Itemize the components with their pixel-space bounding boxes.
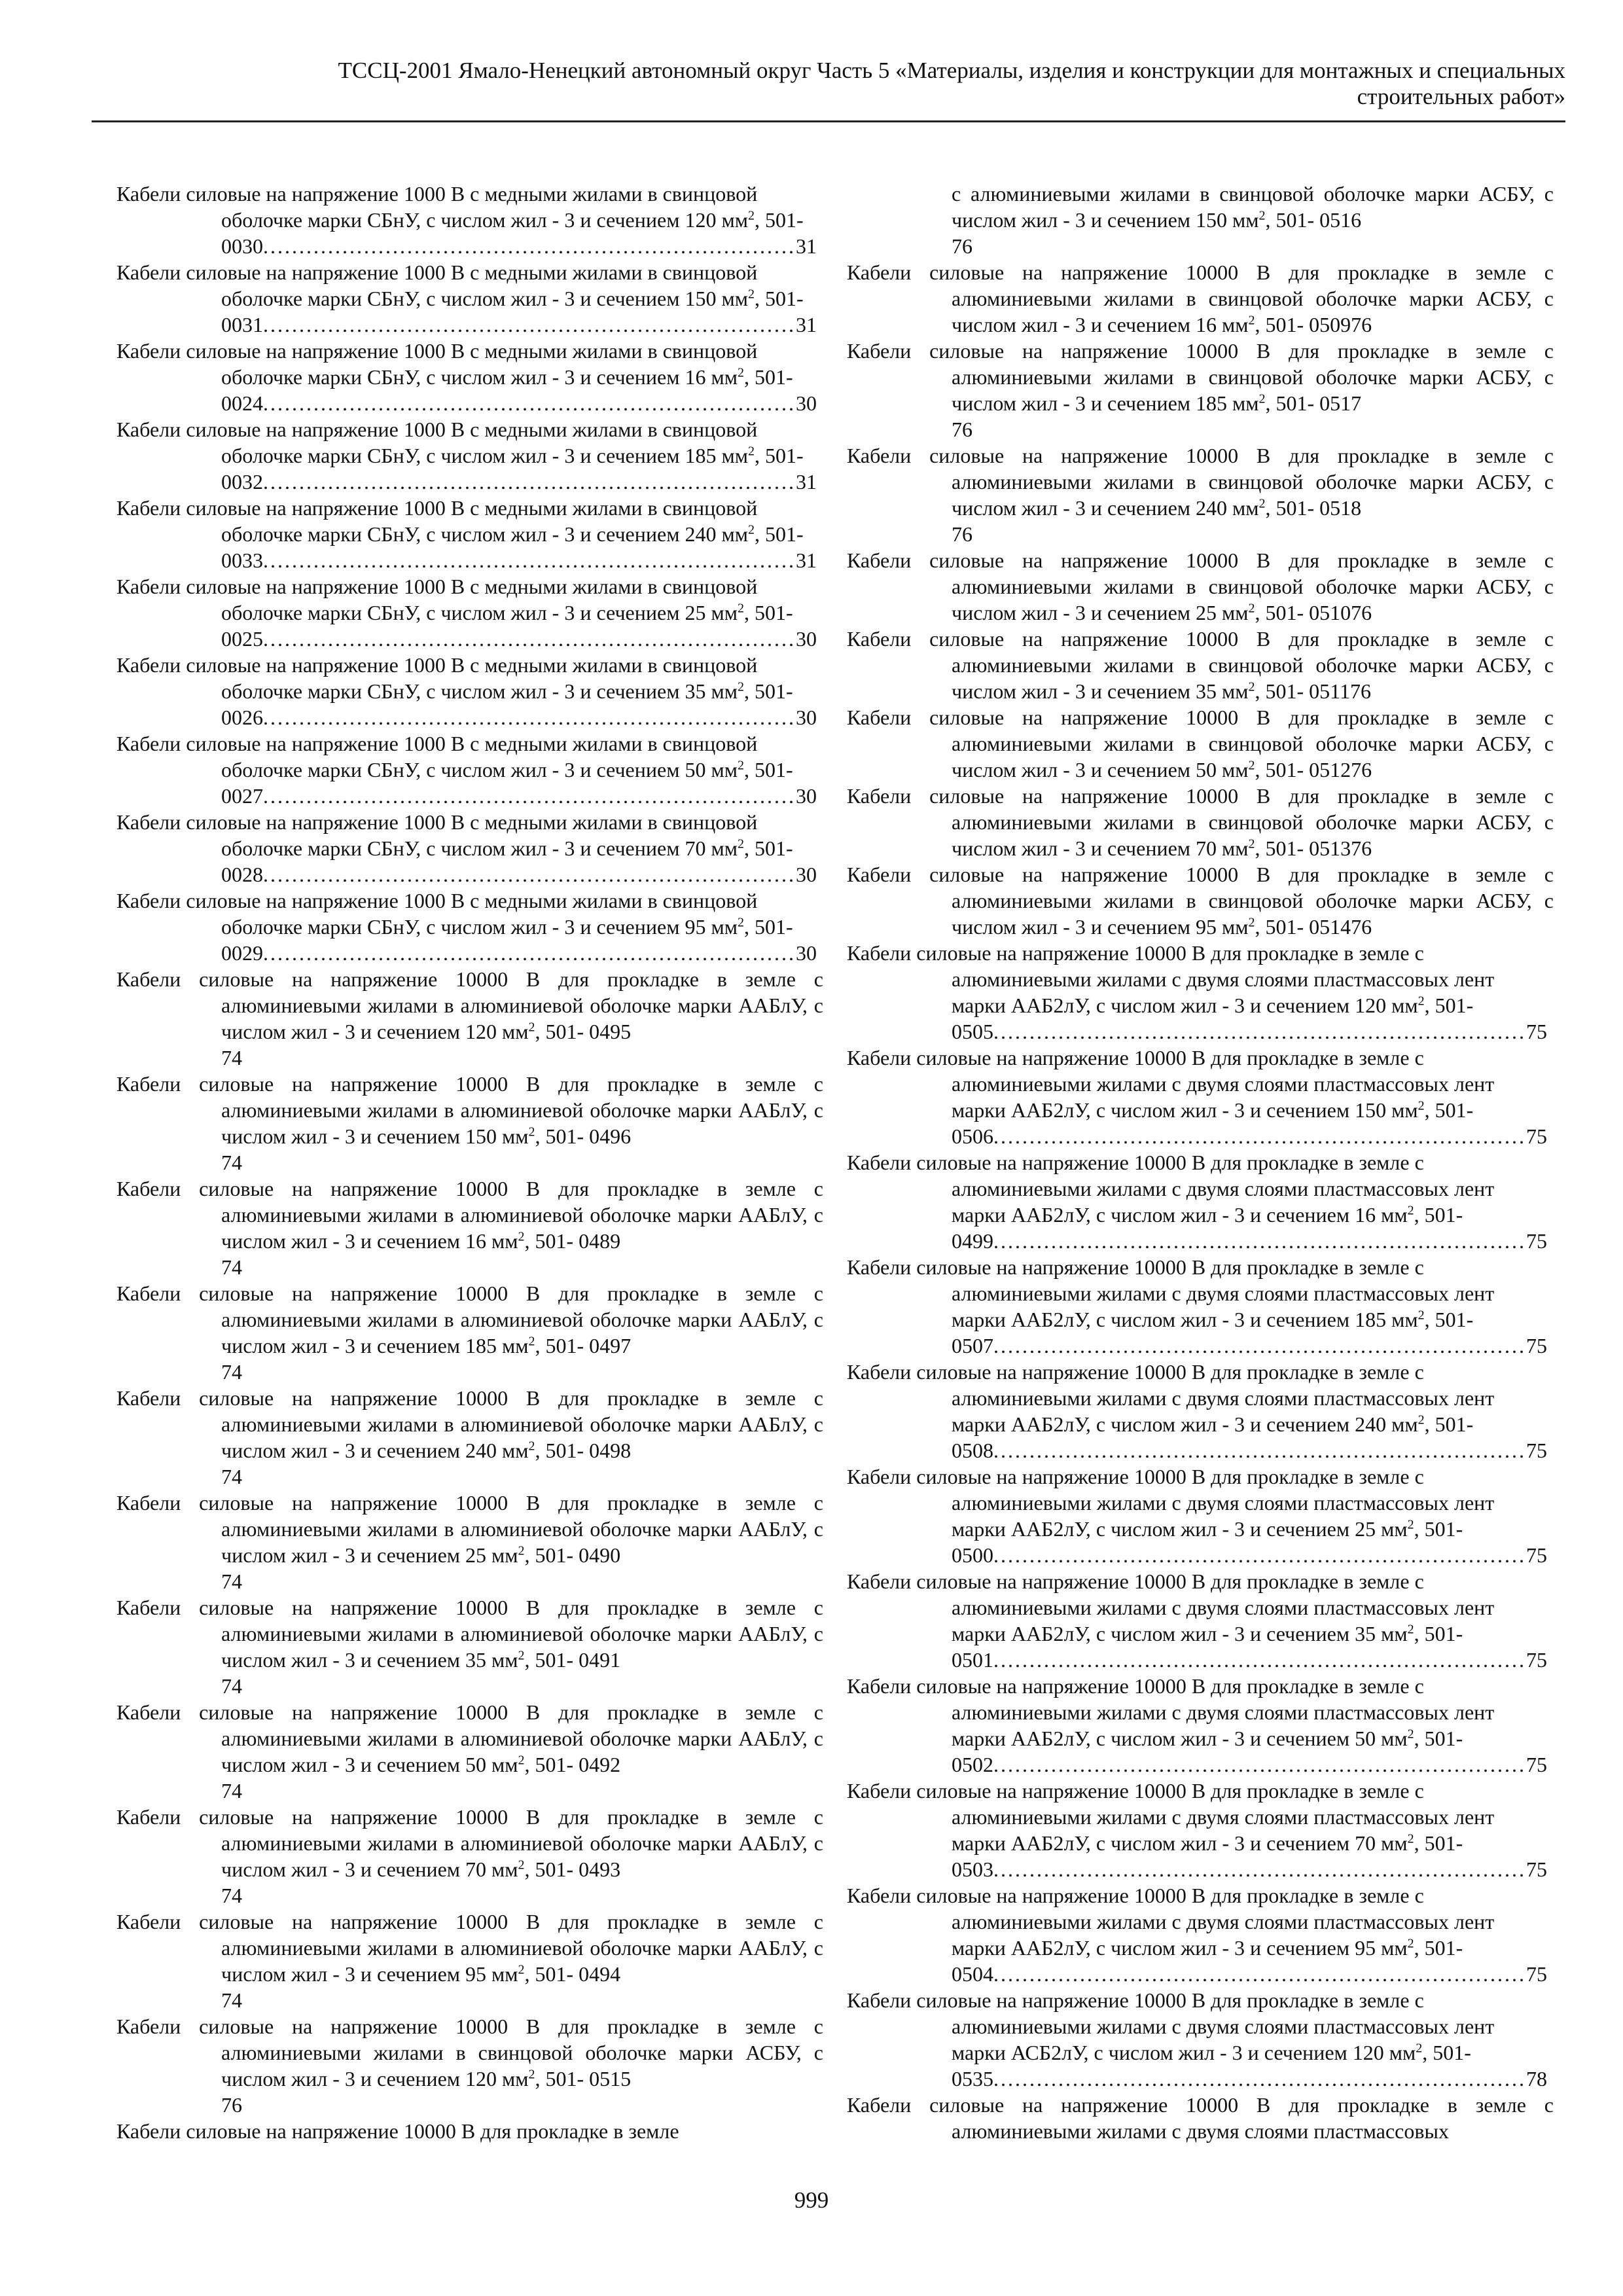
leader-dots: .......................................................................... (993, 1020, 1526, 1043)
unit-superscript: 2 (1248, 915, 1255, 930)
leader-dots: .......................................................................... (993, 1439, 1526, 1462)
unit-superscript: 2 (1258, 208, 1266, 223)
unit-superscript: 2 (1407, 1622, 1414, 1637)
index-entry: Кабели силовые на напряжение 10000 В для прокладке в земле с алюминиевыми жилами в алюминиевой оболочке марки ААБлУ, с числом жил - 3 и сечением 25 $мм^2$, 501- 0490 74 (116, 1491, 823, 1593)
unit-superscript: 2 (518, 1857, 525, 1873)
index-entry: Кабели силовые на напряжение 10000 В для прокладке в земле с алюминиевыми жилами в алюминиевой оболочке марки ААБлУ, с числом жил - 3 и сечением 70 $мм^2$, 501- 0493 74 (116, 1805, 823, 1907)
entry-code: 501- 0031 (221, 287, 804, 336)
index-entry: Кабели силовые на напряжение 1000 В с медными жилами в свинцовой оболочке марки СБнУ, с числом жил - 3 и сечением 50 $мм^2$, 501- 0027..........................................................................30 (116, 732, 817, 808)
unit-superscript: 2 (1407, 1936, 1414, 1951)
entry-text: Кабели силовые на напряжение 10000 В для прокладке в земле с алюминиевыми жилами с двумя слоями пластмассовых лент марки ААБ2лУ, с числом жил - 3 и сечением 35 мм (847, 1570, 1495, 1645)
entry-code: 501- 0496 (545, 1124, 632, 1148)
header-line-2: строительных работ» (1357, 84, 1565, 109)
entry-code: 501- 0510 (1265, 601, 1351, 624)
entry-text: Кабели силовые на напряжение 10000 В для прокладке в земле с алюминиевыми жилами в свинцовой оболочке марки АСБУ, с числом жил - 3 и сечением 70 мм (847, 784, 1554, 860)
entry-text: Кабели силовые на напряжение 1000 В с медными жилами в свинцовой оболочке марки СБнУ, с числом жил - 3 и сечением 240 мм (116, 496, 758, 546)
entry-page: 78 (1526, 2067, 1547, 2090)
index-entry: Кабели силовые на напряжение 10000 В для прокладке в земле с алюминиевыми жилами в свинцовой оболочке марки АСБУ, с числом жил - 3 и сечением 16 $мм^2$, 501- 050976 (847, 260, 1554, 336)
unit-superscript: 2 (1248, 758, 1255, 773)
page-number: 999 (794, 2187, 829, 2213)
unit-superscript: 2 (1418, 1412, 1425, 1427)
entry-page: 30 (796, 706, 817, 729)
leader-dots: .......................................................................... (993, 1648, 1526, 1672)
unit-superscript: 2 (1248, 601, 1255, 616)
entry-code: 501- 0489 (535, 1229, 621, 1253)
unit-superscript: 2 (1407, 1517, 1414, 1532)
entry-text: Кабели силовые на напряжение 1000 В с медными жилами в свинцовой оболочке марки СБнУ, с числом жил - 3 и сечением 95 мм (116, 889, 758, 939)
entry-code: 501- 0504 (952, 1936, 1463, 1986)
entry-code: 501- 0507 (952, 1308, 1474, 1357)
leader-dots: .......................................................................... (263, 784, 796, 808)
entry-code: 501- 0497 (545, 1334, 632, 1357)
entry-page: 76 (1349, 679, 1371, 703)
entry-code: 501- 0032 (221, 444, 804, 493)
entry-page: 31 (796, 470, 817, 493)
entry-page: 74 (221, 1884, 242, 1907)
entry-code: 501- 0499 (952, 1203, 1463, 1253)
entry-page: 75 (1526, 1543, 1547, 1567)
index-entry: Кабели силовые на напряжение 10000 В для прокладке в земле с алюминиевыми жилами с двумя слоями пластмассовых лент марки ААБ2лУ, с числом жил - 3 и сечением 95 $мм^2$, 501- 0504..........................................................................75 (847, 1884, 1547, 1986)
index-entry: Кабели силовые на напряжение 10000 В для прокладке в земле с алюминиевыми жилами в свинцовой оболочке марки АСБУ, с числом жил - 3 и сечением 25 $мм^2$, 501- 051076 (847, 548, 1554, 624)
entry-code: 501- 0490 (535, 1543, 621, 1567)
unit-superscript: 2 (518, 1753, 525, 1768)
index-entry: Кабели силовые на напряжение 1000 В с медными жилами в свинцовой оболочке марки СБнУ, с числом жил - 3 и сечением 16 $мм^2$, 501- 0024..........................................................................30 (116, 339, 817, 415)
index-entry (847, 2092, 1554, 2144)
entry-code: 501- 0501 (952, 1622, 1463, 1672)
entry-text: Кабели силовые на напряжение 10000 В для прокладке в земле с алюминиевыми жилами в свинцовой оболочке марки АСБУ, с числом жил - 3 и сечением 50 мм (847, 706, 1554, 781)
entry-code: 501- 0029 (221, 915, 793, 965)
entry-text: Кабели силовые на напряжение 10000 В для прокладке в земле с алюминиевыми жилами с двумя слоями пластмассовых лент марки ААБ2лУ, с числом жил - 3 и сечением 240 мм (847, 1360, 1495, 1436)
entry-text: Кабели силовые на напряжение 1000 В с медными жилами в свинцовой оболочке марки СБнУ, с числом жил - 3 и сечением 50 мм (116, 732, 758, 781)
leader-dots: .......................................................................... (993, 1543, 1526, 1567)
entry-text: Кабели силовые на напряжение 10000 В для прокладке в земле с алюминиевыми жилами с двумя слоями пластмассовых лент марки ААБ2лУ, с числом жил - 3 и сечением 95 мм (847, 1884, 1495, 1960)
entry-text: Кабели силовые на напряжение 1000 В с медными жилами в свинцовой оболочке марки СБнУ, с числом жил - 3 и сечением 16 мм (116, 339, 758, 389)
entry-page: 75 (1526, 1334, 1547, 1357)
leader-dots: .......................................................................... (263, 941, 796, 965)
entry-code: 501- 0514 (1265, 915, 1351, 939)
leader-dots: .......................................................................... (263, 548, 796, 572)
entry-text: Кабели силовые на напряжение 10000 В для прокладке в земле с алюминиевыми жилами в свинцовой оболочке марки АСБУ, с числом жил - 3 и сечением 185 мм (847, 339, 1554, 415)
entry-text: Кабели силовые на напряжение 10000 В для прокладке в земле с алюминиевыми жилами в свинцовой оболочке марки АСБУ, с числом жил - 3 и сечением 16 мм (847, 260, 1554, 336)
entry-code: 501- 0512 (1265, 758, 1351, 781)
leader-dots: .......................................................................... (993, 1753, 1526, 1776)
entry-page: 75 (1526, 1648, 1547, 1672)
entry-code: 501- 0515 (545, 2067, 632, 2090)
entry-code: 501- 0492 (535, 1753, 621, 1776)
unit-superscript: 2 (1407, 1727, 1414, 1742)
entry-text: с алюминиевыми жилами в свинцовой оболочке марки АСБУ, с числом жил - 3 и сечением 150 мм (952, 182, 1554, 232)
unit-superscript: 2 (737, 836, 744, 852)
unit-superscript: 2 (747, 522, 755, 537)
leader-dots: .......................................................................... (993, 1229, 1526, 1253)
unit-superscript: 2 (518, 1229, 525, 1244)
index-entry: Кабели силовые на напряжение 10000 В для прокладке в земле с алюминиевыми жилами в свинцовой оболочке марки АСБУ, с числом жил - 3 и сечением 185 $мм^2$, 501- 0517 76 (847, 339, 1554, 441)
entry-code: 501- 0509 (1265, 313, 1351, 336)
unit-superscript: 2 (518, 1543, 525, 1558)
entry-text: Кабели силовые на напряжение 10000 В для прокладке в земле с алюминиевыми жилами в свинцовой оболочке марки АСБУ, с числом жил - 3 и сечением 240 мм (847, 444, 1554, 520)
entry-code: 501- 0494 (535, 1962, 621, 1986)
index-entry: Кабели силовые на напряжение 10000 В для прокладке в земле с алюминиевыми жилами с двумя слоями пластмассовых лент марки ААБ2лУ, с числом жил - 3 и сечением 70 $мм^2$, 501- 0503..........................................................................75 (847, 1779, 1547, 1881)
entry-page: 74 (221, 1465, 242, 1488)
leader-dots: .......................................................................... (263, 706, 796, 729)
leader-dots: .......................................................................... (993, 1124, 1526, 1148)
index-entry: Кабели силовые на напряжение 10000 В для прокладке в земле с алюминиевыми жилами с двумя слоями пластмассовых лент марки ААБ2лУ, с числом жил - 3 и сечением 185 $мм^2$, 501- 0507..........................................................................75 (847, 1255, 1547, 1357)
entry-text: Кабели силовые на напряжение 10000 В для прокладке в земле с алюминиевыми жилами в свинцовой оболочке марки АСБУ, с числом жил - 3 и сечением 25 мм (847, 548, 1554, 624)
entry-page: 31 (796, 313, 817, 336)
unit-superscript: 2 (737, 365, 744, 380)
entry-code: 501- 0505 (952, 994, 1474, 1043)
leader-dots: .......................................................................... (263, 627, 796, 651)
entry-text: Кабели силовые на напряжение 1000 В с медными жилами в свинцовой оболочке марки СБнУ, с числом жил - 3 и сечением 150 мм (116, 260, 758, 310)
entry-text: Кабели силовые на напряжение 10000 В для прокладке в земле с алюминиевыми жилами с двумя слоями пластмассовых лент марки ААБ2лУ, с числом жил - 3 и сечением 150 мм (847, 1046, 1495, 1122)
index-entry: Кабели силовые на напряжение 1000 В с медными жилами в свинцовой оболочке марки СБнУ, с числом жил - 3 и сечением 150 $мм^2$, 501- 0031..........................................................................31 (116, 260, 817, 336)
entry-page: 76 (952, 418, 972, 441)
entry-code: 501- 0491 (535, 1648, 621, 1672)
unit-superscript: 2 (747, 208, 755, 223)
unit-superscript: 2 (1418, 1308, 1425, 1323)
index-entry: Кабели силовые на напряжение 10000 В для прокладке в земле с алюминиевыми жилами в свинцовой оболочке марки АСБУ, с числом жил - 3 и сечением 35 $мм^2$, 501- 051176 (847, 627, 1554, 703)
entry-code: 501- 0517 (1275, 391, 1362, 415)
entry-text: Кабели силовые на напряжение 10000 В для прокладке в земле с алюминиевыми жилами с двумя слоями пластмассовых (847, 2093, 1554, 2143)
index-entry: Кабели силовые на напряжение 10000 В для прокладке в земле с алюминиевыми жилами с двумя слоями пластмассовых лент марки ААБ2лУ, с числом жил - 3 и сечением 120 $мм^2$, 501- 0505..........................................................................75 (847, 941, 1547, 1043)
entry-text: Кабели силовые на напряжение 1000 В с медными жилами в свинцовой оболочке марки СБнУ, с числом жил - 3 и сечением 35 мм (116, 653, 758, 703)
entry-page: 75 (1526, 1962, 1547, 1986)
index-entry: Кабели силовые на напряжение 10000 В для прокладке в земле с алюминиевыми жилами в алюминиевой оболочке марки ААБлУ, с числом жил - 3 и сечением 95 $мм^2$, 501- 0494 74 (116, 1910, 823, 2012)
entry-text: Кабели силовые на напряжение 10000 В для прокладке в земле с алюминиевыми жилами в алюминиевой оболочке марки ААБлУ, с числом жил - 3 и сечением 120 мм (116, 967, 823, 1043)
entry-page: 75 (1526, 1229, 1547, 1253)
entry-text: Кабели силовые на напряжение 10000 В для прокладке в земле с алюминиевыми жилами с двумя слоями пластмассовых лент марки ААБ2лУ, с числом жил - 3 и сечением 25 мм (847, 1465, 1495, 1541)
index-entry: Кабели силовые на напряжение 10000 В для прокладке в земле с алюминиевыми жилами в алюминиевой оболочке марки ААБлУ, с числом жил - 3 и сечением 35 $мм^2$, 501- 0491 74 (116, 1596, 823, 1698)
unit-superscript: 2 (737, 758, 744, 773)
entry-page: 74 (221, 1779, 242, 1803)
unit-superscript: 2 (528, 2067, 535, 2082)
entry-page: 76 (1351, 758, 1372, 781)
index-entry: Кабели силовые на напряжение 1000 В с медными жилами в свинцовой оболочке марки СБнУ, с числом жил - 3 и сечением 120 $мм^2$, 501- 0030..........................................................................31 (116, 182, 817, 258)
unit-superscript: 2 (1416, 2041, 1423, 2056)
header-rule (92, 120, 1565, 122)
unit-superscript: 2 (528, 1334, 535, 1349)
entry-page: 74 (221, 1674, 242, 1698)
entry-text: Кабели силовые на напряжение 10000 В для прокладке в земле с алюминиевыми жилами в алюминиевой оболочке марки ААБлУ, с числом жил - 3 и сечением 240 мм (116, 1386, 823, 1462)
index-entry: Кабели силовые на напряжение 10000 В для прокладке в земле с алюминиевыми жилами в алюминиевой оболочке марки ААБлУ, с числом жил - 3 и сечением 185 $мм^2$, 501- 0497 74 (116, 1282, 823, 1384)
entry-page: 74 (221, 1151, 242, 1174)
entry-page: 31 (796, 548, 817, 572)
unit-superscript: 2 (528, 1439, 535, 1454)
entry-code: 501- 0513 (1265, 836, 1351, 860)
unit-superscript: 2 (737, 915, 744, 930)
entry-text: Кабели силовые на напряжение 10000 В для прокладке в земле с алюминиевыми жилами в алюминиевой оболочке марки ААБлУ, с числом жил - 3 и сечением 150 мм (116, 1072, 823, 1148)
entry-page: 30 (796, 941, 817, 965)
entry-text: Кабели силовые на напряжение 10000 В для прокладке в земле с алюминиевыми жилами в алюминиевой оболочке марки ААБлУ, с числом жил - 3 и сечением 50 мм (116, 1700, 823, 1776)
index-entry: Кабели силовые на напряжение 10000 В для прокладке в земле с алюминиевыми жилами в алюминиевой оболочке марки ААБлУ, с числом жил - 3 и сечением 16 $мм^2$, 501- 0489 74 (116, 1177, 823, 1279)
entry-text: Кабели силовые на напряжение 1000 В с медными жилами в свинцовой оболочке марки СБнУ, с числом жил - 3 и сечением 185 мм (116, 418, 758, 467)
entry-page: 30 (796, 627, 817, 651)
leader-dots: .......................................................................... (993, 2067, 1526, 2090)
entry-text: Кабели силовые на напряжение 1000 В с медными жилами в свинцовой оболочке марки СБнУ, с числом жил - 3 и сечением 120 мм (116, 182, 758, 232)
entry-text: Кабели силовые на напряжение 10000 В для прокладке в земле с алюминиевыми жилами в свинцовой оболочке марки АСБУ, с числом жил - 3 и сечением 95 мм (847, 863, 1554, 939)
index-entry: Кабели силовые на напряжение 10000 В для прокладке в земле с алюминиевыми жилами в свинцовой оболочке марки АСБУ, с числом жил - 3 и сечением 95 $мм^2$, 501- 051476 (847, 863, 1554, 939)
entry-code: 501- 0500 (952, 1517, 1463, 1567)
index-entry: Кабели силовые на напряжение 10000 В для прокладке в земле с алюминиевыми жилами с двумя слоями пластмассовых лент марки ААБ2лУ, с числом жил - 3 и сечением 50 $мм^2$, 501- 0502..........................................................................75 (847, 1674, 1547, 1776)
entry-text: Кабели силовые на напряжение 10000 В для прокладке в земле (116, 2119, 679, 2143)
entry-code: 501- 0518 (1275, 496, 1362, 520)
unit-superscript: 2 (1407, 1831, 1414, 1846)
unit-superscript: 2 (1258, 496, 1266, 511)
header-line-1: ТССЦ-2001 Ямало-Ненецкий автономный округ Часть 5 «Материалы, изделия и конструкции для монтажных и специальных (338, 58, 1565, 83)
entry-text: Кабели силовые на напряжение 10000 В для прокладке в земле с алюминиевыми жилами с двумя слоями пластмассовых лент марки ААБ2лУ, с числом жил - 3 и сечением 16 мм (847, 1151, 1495, 1227)
unit-superscript: 2 (1248, 313, 1255, 328)
entry-code: 501- 0024 (221, 365, 793, 415)
leader-dots: .......................................................................... (263, 391, 796, 415)
entry-code: 501- 0508 (952, 1412, 1474, 1462)
entry-code: 501- 0033 (221, 522, 804, 572)
leader-dots: .......................................................................... (993, 1334, 1526, 1357)
index-entry: Кабели силовые на напряжение 10000 В для прокладке в земле с алюминиевыми жилами в алюминиевой оболочке марки ААБлУ, с числом жил - 3 и сечением 240 $мм^2$, 501- 0498 74 (116, 1386, 823, 1488)
entry-text: Кабели силовые на напряжение 10000 В для прокладке в земле с алюминиевыми жилами с двумя слоями пластмассовых лент марки ААБ2лУ, с числом жил - 3 и сечением 70 мм (847, 1779, 1495, 1855)
index-entry (116, 2118, 823, 2144)
entry-page: 76 (952, 234, 972, 258)
index-entry: Кабели силовые на напряжение 1000 В с медными жилами в свинцовой оболочке марки СБнУ, с числом жил - 3 и сечением 70 $мм^2$, 501- 0028..........................................................................30 (116, 810, 817, 886)
entry-page: 74 (221, 1046, 242, 1069)
leader-dots: .......................................................................... (263, 470, 796, 493)
entry-page: 74 (221, 1360, 242, 1384)
entry-page: 76 (1351, 836, 1372, 860)
entry-text: Кабели силовые на напряжение 10000 В для прокладке в земле с алюминиевыми жилами в алюминиевой оболочке марки ААБлУ, с числом жил - 3 и сечением 70 мм (116, 1805, 823, 1881)
unit-superscript: 2 (1248, 679, 1255, 694)
entry-code: 501- 0503 (952, 1831, 1463, 1881)
entry-page: 75 (1526, 1439, 1547, 1462)
entry-text: Кабели силовые на напряжение 10000 В для прокладке в земле с алюминиевыми жилами в алюминиевой оболочке марки ААБлУ, с числом жил - 3 и сечением 16 мм (116, 1177, 823, 1253)
unit-superscript: 2 (1407, 1203, 1414, 1218)
index-entry: Кабели силовые на напряжение 10000 В для прокладке в земле с алюминиевыми жилами в свинцовой оболочке марки АСБУ, с числом жил - 3 и сечением 50 $мм^2$, 501- 051276 (847, 706, 1554, 781)
unit-superscript: 2 (747, 444, 755, 459)
index-entry: Кабели силовые на напряжение 10000 В для прокладке в земле с алюминиевыми жилами в алюминиевой оболочке марки ААБлУ, с числом жил - 3 и сечением 150 $мм^2$, 501- 0496 74 (116, 1072, 823, 1174)
unit-superscript: 2 (528, 1020, 535, 1035)
entry-page: 75 (1526, 1857, 1547, 1881)
index-entry: Кабели силовые на напряжение 1000 В с медными жилами в свинцовой оболочке марки СБнУ, с числом жил - 3 и сечением 95 $мм^2$, 501- 0029..........................................................................30 (116, 889, 817, 965)
entry-text: Кабели силовые на напряжение 10000 В для прокладке в земле с алюминиевыми жилами в свинцовой оболочке марки АСБУ, с числом жил - 3 и сечением 35 мм (847, 627, 1554, 703)
entry-text: Кабели силовые на напряжение 10000 В для прокладке в земле с алюминиевыми жилами в алюминиевой оболочке марки ААБлУ, с числом жил - 3 и сечением 95 мм (116, 1910, 823, 1986)
leader-dots: .......................................................................... (263, 234, 796, 258)
entry-text: Кабели силовые на напряжение 1000 В с медными жилами в свинцовой оболочке марки СБнУ, с числом жил - 3 и сечением 25 мм (116, 575, 758, 624)
index-entry: Кабели силовые на напряжение 10000 В для прокладке в земле с алюминиевыми жилами в свинцовой оболочке марки АСБУ, с числом жил - 3 и сечением 70 $мм^2$, 501- 051376 (847, 784, 1554, 860)
entry-page: 30 (796, 863, 817, 886)
unit-superscript: 2 (518, 1962, 525, 1977)
leader-dots: .......................................................................... (993, 1857, 1526, 1881)
entry-code: 501- 0025 (221, 601, 793, 651)
unit-superscript: 2 (1418, 994, 1425, 1009)
entry-page: 74 (221, 1988, 242, 2012)
entry-page: 76 (1351, 915, 1372, 939)
index-entry: Кабели силовые на напряжение 10000 В для прокладке в земле с алюминиевыми жилами с двумя слоями пластмассовых лент марки ААБ2лУ, с числом жил - 3 и сечением 16 $мм^2$, 501- 0499..........................................................................75 (847, 1151, 1547, 1253)
leader-dots: .......................................................................... (263, 313, 796, 336)
entry-text: Кабели силовые на напряжение 10000 В для прокладке в земле с алюминиевыми жилами с двумя слоями пластмассовых лент марки ААБ2лУ, с числом жил - 3 и сечением 120 мм (847, 941, 1495, 1017)
index-entry: с алюминиевыми жилами в свинцовой оболочке марки АСБУ, с числом жил - 3 и сечением 150 $мм^2$, 501- 0516 76 (952, 182, 1554, 258)
index-entry: Кабели силовые на напряжение 10000 В для прокладке в земле с алюминиевыми жилами с двумя слоями пластмассовых лент марки ААБ2лУ, с числом жил - 3 и сечением 240 $мм^2$, 501- 0508..........................................................................75 (847, 1360, 1547, 1462)
entry-code: 501- 0535 (952, 2041, 1471, 2090)
entry-page: 76 (952, 522, 972, 546)
entry-text: Кабели силовые на напряжение 10000 В для прокладке в земле с алюминиевыми жилами с двумя слоями пластмассовых лент марки АСБ2лУ, с числом жил - 3 и сечением 120 мм (847, 1988, 1495, 2064)
index-entry: Кабели силовые на напряжение 10000 В для прокладке в земле с алюминиевыми жилами с двумя слоями пластмассовых лент марки АСБ2лУ, с числом жил - 3 и сечением 120 $мм^2$, 501- 0535..........................................................................78 (847, 1988, 1547, 2090)
entry-page: 31 (796, 234, 817, 258)
entry-code: 501- 0495 (545, 1020, 632, 1043)
unit-superscript: 2 (1258, 391, 1266, 406)
index-entry: Кабели силовые на напряжение 10000 В для прокладке в земле с алюминиевыми жилами с двумя слоями пластмассовых лент марки ААБ2лУ, с числом жил - 3 и сечением 35 $мм^2$, 501- 0501..........................................................................75 (847, 1570, 1547, 1672)
entry-code: 501- 0502 (952, 1727, 1463, 1776)
index-entry: Кабели силовые на напряжение 10000 В для прокладке в земле с алюминиевыми жилами в свинцовой оболочке марки АСБУ, с числом жил - 3 и сечением 120 $мм^2$, 501- 0515 76 (116, 2015, 823, 2117)
entry-code: 501- 0506 (952, 1098, 1474, 1148)
entry-text: Кабели силовые на напряжение 10000 В для прокладке в земле с алюминиевыми жилами в алюминиевой оболочке марки ААБлУ, с числом жил - 3 и сечением 25 мм (116, 1491, 823, 1567)
entry-code: 501- 0027 (221, 758, 793, 808)
unit-superscript: 2 (518, 1648, 525, 1663)
entry-code: 501- 0026 (221, 679, 793, 729)
entry-page: 76 (1351, 601, 1372, 624)
entry-page: 30 (796, 784, 817, 808)
index-entry: Кабели силовые на напряжение 10000 В для прокладке в земле с алюминиевыми жилами в свинцовой оболочке марки АСБУ, с числом жил - 3 и сечением 240 $мм^2$, 501- 0518 76 (847, 444, 1554, 546)
unit-superscript: 2 (737, 679, 744, 694)
index-entry: Кабели силовые на напряжение 10000 В для прокладке в земле с алюминиевыми жилами в алюминиевой оболочке марки ААБлУ, с числом жил - 3 и сечением 120 $мм^2$, 501- 0495 74 (116, 967, 823, 1069)
entry-page: 75 (1526, 1124, 1547, 1148)
index-entry: Кабели силовые на напряжение 10000 В для прокладке в земле с алюминиевыми жилами с двумя слоями пластмассовых лент марки ААБ2лУ, с числом жил - 3 и сечением 25 $мм^2$, 501- 0500..........................................................................75 (847, 1465, 1547, 1567)
entry-code: 501- 0028 (221, 836, 793, 886)
entry-page: 75 (1526, 1020, 1547, 1043)
unit-superscript: 2 (747, 287, 755, 302)
entry-text: Кабели силовые на напряжение 10000 В для прокладке в земле с алюминиевыми жилами в алюминиевой оболочке марки ААБлУ, с числом жил - 3 и сечением 185 мм (116, 1282, 823, 1357)
entry-code: 501- 0493 (535, 1857, 621, 1881)
entry-page: 74 (221, 1255, 242, 1279)
entry-page: 76 (1351, 313, 1372, 336)
leader-dots: .......................................................................... (263, 863, 796, 886)
index-entry: Кабели силовые на напряжение 10000 В для прокладке в земле с алюминиевыми жилами с двумя слоями пластмассовых лент марки ААБ2лУ, с числом жил - 3 и сечением 150 $мм^2$, 501- 0506..........................................................................75 (847, 1046, 1547, 1148)
index-entry: Кабели силовые на напряжение 1000 В с медными жилами в свинцовой оболочке марки СБнУ, с числом жил - 3 и сечением 240 $мм^2$, 501- 0033..........................................................................31 (116, 496, 817, 572)
entry-code: 501- 0516 (1275, 208, 1362, 232)
index-entry: Кабели силовые на напряжение 10000 В для прокладке в земле с алюминиевыми жилами в алюминиевой оболочке марки ААБлУ, с числом жил - 3 и сечением 50 $мм^2$, 501- 0492 74 (116, 1700, 823, 1803)
running-header (92, 58, 1565, 110)
unit-superscript: 2 (528, 1124, 535, 1139)
unit-superscript: 2 (737, 601, 744, 616)
entry-code: 501- 0511 (1265, 679, 1350, 703)
entry-page: 76 (221, 2093, 242, 2117)
entry-text: Кабели силовые на напряжение 10000 В для прокладке в земле с алюминиевыми жилами с двумя слоями пластмассовых лент марки ААБ2лУ, с числом жил - 3 и сечением 50 мм (847, 1674, 1495, 1750)
index-entry: Кабели силовые на напряжение 1000 В с медными жилами в свинцовой оболочке марки СБнУ, с числом жил - 3 и сечением 35 $мм^2$, 501- 0026..........................................................................30 (116, 653, 817, 729)
unit-superscript: 2 (1418, 1098, 1425, 1113)
entry-page: 30 (796, 391, 817, 415)
entry-text: Кабели силовые на напряжение 1000 В с медными жилами в свинцовой оболочке марки СБнУ, с числом жил - 3 и сечением 70 мм (116, 810, 758, 860)
index-entry: Кабели силовые на напряжение 1000 В с медными жилами в свинцовой оболочке марки СБнУ, с числом жил - 3 и сечением 25 $мм^2$, 501- 0025..........................................................................30 (116, 575, 817, 651)
entry-page: 75 (1526, 1753, 1547, 1776)
index-column-left (116, 181, 823, 2144)
entry-text: Кабели силовые на напряжение 10000 В для прокладке в земле с алюминиевыми жилами с двумя слоями пластмассовых лент марки ААБ2лУ, с числом жил - 3 и сечением 185 мм (847, 1255, 1495, 1331)
entry-page: 74 (221, 1570, 242, 1593)
leader-dots: .......................................................................... (993, 1962, 1526, 1986)
entry-text: Кабели силовые на напряжение 10000 В для прокладке в земле с алюминиевыми жилами в алюминиевой оболочке марки ААБлУ, с числом жил - 3 и сечением 35 мм (116, 1596, 823, 1672)
unit-superscript: 2 (1248, 836, 1255, 852)
entry-code: 501- 0030 (221, 208, 804, 258)
index-column-right (847, 181, 1554, 2144)
index-entry: Кабели силовые на напряжение 1000 В с медными жилами в свинцовой оболочке марки СБнУ, с числом жил - 3 и сечением 185 $мм^2$, 501- 0032..........................................................................31 (116, 418, 817, 493)
entry-code: 501- 0498 (545, 1439, 632, 1462)
entry-text: Кабели силовые на напряжение 10000 В для прокладке в земле с алюминиевыми жилами в свинцовой оболочке марки АСБУ, с числом жил - 3 и сечением 120 мм (116, 2015, 823, 2090)
